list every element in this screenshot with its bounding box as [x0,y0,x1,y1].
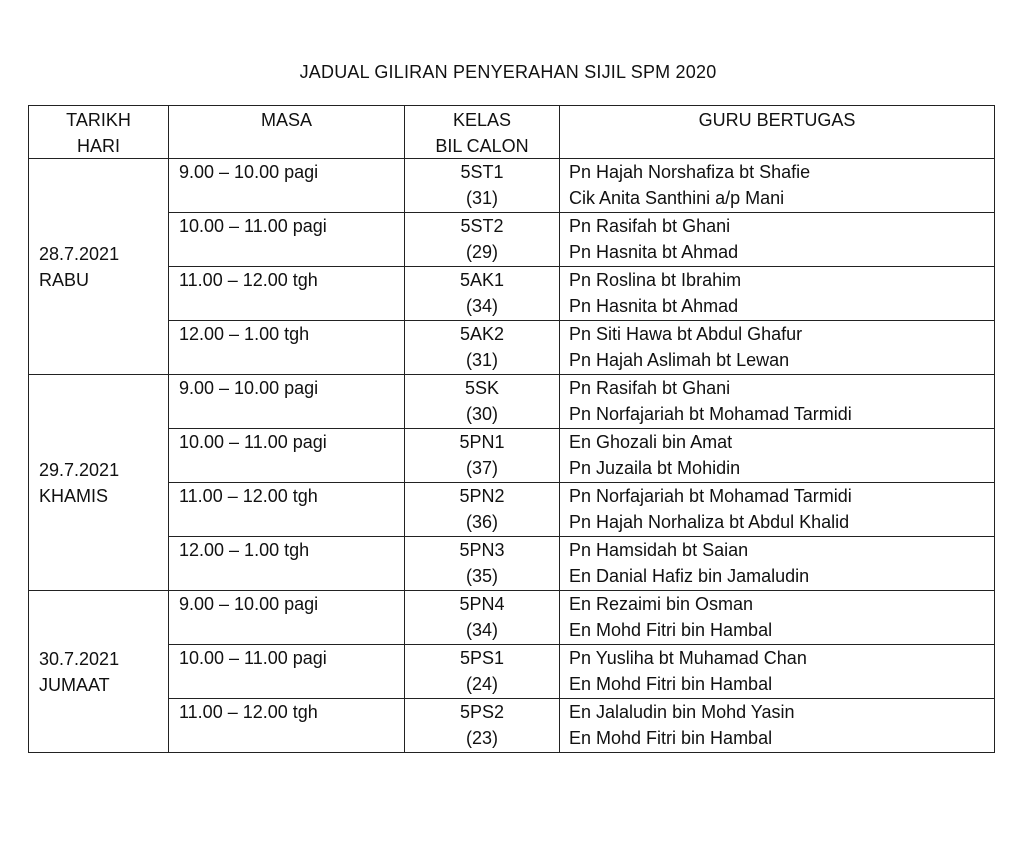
date-day-cell [29,591,169,753]
schedule-row [29,483,995,537]
day-text: RABU [39,269,90,290]
class-cell [405,591,560,645]
header-row [29,106,995,159]
time-cell [169,591,405,645]
header-teacher [560,106,995,159]
header-day-label: HARI [76,136,120,156]
time-text: 9.00 – 10.00 pagi [179,378,319,398]
teacher-name: Pn Yusliha bt Muhamad Chan [569,648,807,668]
teacher-name: En Mohd Fitri bin Hambal [569,620,773,640]
teacher-name: Pn Rasifah bt Ghani [569,378,731,398]
day-text: KHAMIS [39,485,109,506]
class-cell [405,699,560,753]
time-text: 11.00 – 12.00 tgh [179,270,318,290]
schedule-row [29,699,995,753]
header-date-label: TARIKH [66,110,131,130]
teacher-name: En Mohd Fitri bin Hambal [569,728,773,748]
class-code: 5AK2 [459,324,505,344]
time-blank [169,725,404,751]
date-day-cell [29,159,169,375]
time-blank [169,617,404,643]
time-blank [169,347,404,373]
time-blank [169,671,404,697]
teacher-name: Pn Norfajariah bt Mohamad Tarmidi [569,404,852,424]
class-code: 5PS2 [459,702,505,722]
time-text: 12.00 – 1.00 tgh [179,540,310,560]
class-cell [405,159,560,213]
class-cell [405,537,560,591]
class-code: 5ST1 [460,162,504,182]
class-cell [405,645,560,699]
time-text: 11.00 – 12.00 tgh [179,486,318,506]
teacher-name: Pn Hajah Aslimah bt Lewan [569,350,790,370]
teacher-name: En Mohd Fitri bin Hambal [569,674,773,694]
teacher-name: Pn Hajah Norhaliza bt Abdul Khalid [569,512,850,532]
teacher-cell [560,159,995,213]
time-blank [169,455,404,481]
time-cell [169,213,405,267]
date-text: 30.7.2021 [39,648,120,669]
teacher-cell [560,699,995,753]
candidate-count: (34) [465,620,498,640]
schedule-table [28,105,995,753]
class-code: 5PN1 [459,432,505,452]
schedule-row [29,429,995,483]
teacher-name: Pn Hamsidah bt Saian [569,540,749,560]
class-code: 5PN2 [459,486,505,506]
candidate-count: (34) [465,296,498,316]
teacher-cell [560,429,995,483]
time-blank [169,239,404,265]
time-cell [169,429,405,483]
candidate-count: (30) [465,404,498,424]
schedule-row [29,267,995,321]
time-cell [169,375,405,429]
time-blank [169,293,404,319]
header-time [169,106,405,159]
day-text: JUMAAT [39,674,110,695]
class-cell [405,267,560,321]
schedule-row [29,645,995,699]
teacher-name: Pn Hasnita bt Ahmad [569,296,739,316]
class-code: 5PS1 [459,648,505,668]
teacher-cell [560,591,995,645]
time-cell [169,699,405,753]
time-text: 11.00 – 12.00 tgh [179,702,318,722]
header-time-label: MASA [260,110,312,130]
class-code: 5AK1 [459,270,505,290]
time-blank [169,185,404,211]
teacher-name: En Jalaludin bin Mohd Yasin [569,702,795,722]
teacher-name: Pn Roslina bt Ibrahim [569,270,742,290]
time-cell [169,645,405,699]
teacher-cell [560,213,995,267]
teacher-cell [560,483,995,537]
time-text: 9.00 – 10.00 pagi [179,594,319,614]
teacher-name: Cik Anita Santhini a/p Mani [569,188,785,208]
class-cell [405,429,560,483]
candidate-count: (29) [465,242,498,262]
teacher-name: En Ghozali bin Amat [569,432,733,452]
time-cell [169,321,405,375]
time-blank [169,509,404,535]
teacher-name: Pn Hasnita bt Ahmad [569,242,739,262]
class-code: 5SK [464,378,500,398]
teacher-cell [560,645,995,699]
candidate-count: (37) [465,458,498,478]
teacher-name: Pn Rasifah bt Ghani [569,216,731,236]
schedule-row [29,321,995,375]
schedule-row [29,159,995,213]
schedule-body [29,159,995,753]
class-code: 5PN4 [459,594,505,614]
class-cell [405,375,560,429]
header-class-label: KELAS [452,110,512,130]
candidate-count: (35) [465,566,498,586]
header-class [405,106,560,159]
class-cell [405,213,560,267]
teacher-name: Pn Hajah Norshafiza bt Shafie [569,162,811,182]
time-cell [169,537,405,591]
teacher-cell [560,321,995,375]
time-text: 10.00 – 11.00 pagi [179,432,327,452]
teacher-name: En Rezaimi bin Osman [569,594,754,614]
class-code: 5ST2 [460,216,504,236]
date-text: 28.7.2021 [39,243,120,264]
teacher-name: En Danial Hafiz bin Jamaludin [569,566,810,586]
teacher-cell [560,267,995,321]
schedule-row [29,537,995,591]
time-text: 10.00 – 11.00 pagi [179,648,327,668]
candidate-count: (36) [465,512,498,532]
header-count-label: BIL CALON [435,136,529,156]
time-text: 10.00 – 11.00 pagi [179,216,327,236]
blank-page-area [0,760,1016,858]
time-cell [169,159,405,213]
time-cell [169,483,405,537]
class-cell [405,321,560,375]
teacher-name: Pn Juzaila bt Mohidin [569,458,741,478]
time-cell [169,267,405,321]
candidate-count: (31) [465,188,498,208]
header-date-day [29,106,169,159]
time-blank [169,563,404,589]
teacher-cell [560,537,995,591]
header-teacher-label: GURU BERTUGAS [698,110,856,130]
class-cell [405,483,560,537]
document-title: JADUAL GILIRAN PENYERAHAN SIJIL SPM 2020 [299,62,717,82]
schedule-row [29,375,995,429]
candidate-count: (31) [465,350,498,370]
time-blank [169,401,404,427]
schedule-row [29,591,995,645]
candidate-count: (23) [465,728,498,748]
schedule-row [29,213,995,267]
class-code: 5PN3 [459,540,505,560]
candidate-count: (24) [465,674,498,694]
date-day-cell [29,375,169,591]
date-text: 29.7.2021 [39,459,120,480]
time-text: 12.00 – 1.00 tgh [179,324,310,344]
teacher-name: Pn Norfajariah bt Mohamad Tarmidi [569,486,852,506]
time-text: 9.00 – 10.00 pagi [179,162,319,182]
teacher-name: Pn Siti Hawa bt Abdul Ghafur [569,324,803,344]
teacher-cell [560,375,995,429]
